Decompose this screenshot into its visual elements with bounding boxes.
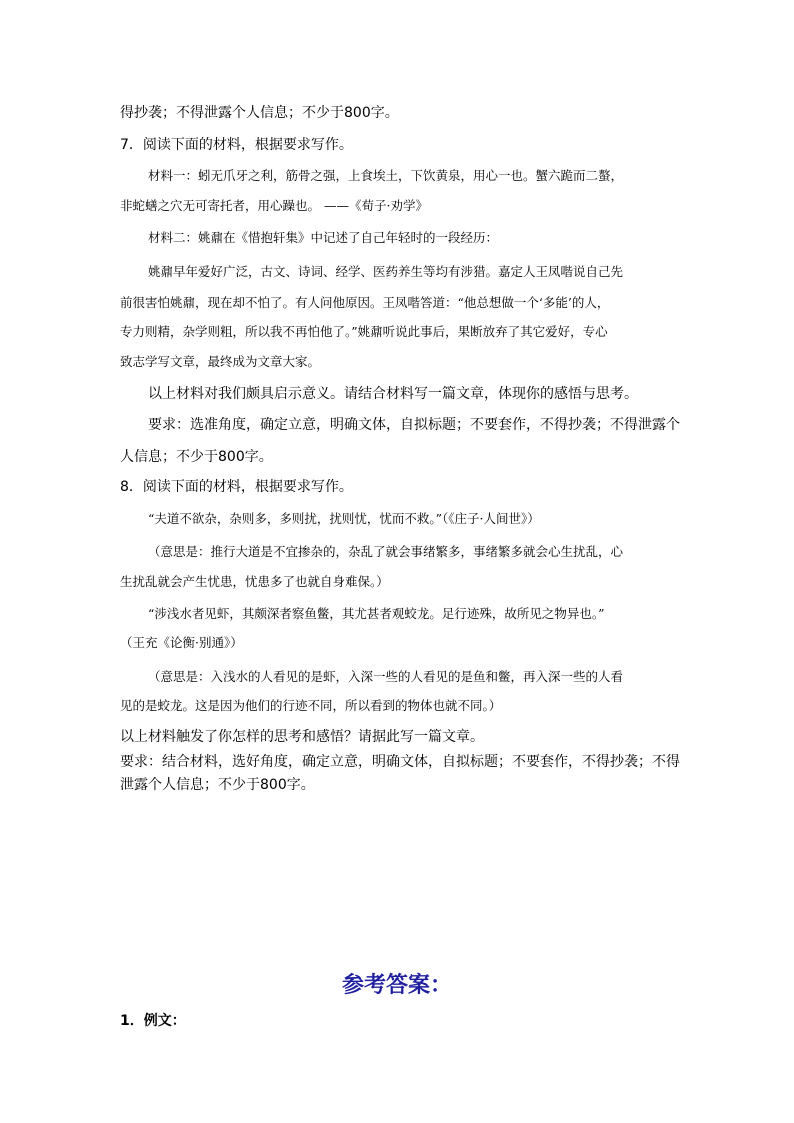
material-line: （意思是：入浅水的人看见的是虾，入深一些的人看见的是鱼和鳖，再入深一些的人看 — [148, 669, 624, 684]
prompt-line: 以上材料对我们颇具启示意义。请结合材料写一篇文章，体现你的感悟与思考。 — [148, 386, 638, 402]
material-line: “涉浅水者见虾，其颇深者察鱼鳖，其尤甚者观蛟龙。足行迹殊，故所见之物异也。” — [148, 606, 605, 621]
material-line: 生扰乱就会产生忧患，忧患多了也就自身难保。） — [120, 574, 389, 589]
material-line: 见的是蛟龙。这是因为他们的行迹不同，所以看到的物体也就不同。） — [120, 698, 502, 713]
answer-heading: 参考答案： — [341, 972, 452, 998]
requirement-line: 泄露个人信息；不少于800字。 — [120, 777, 315, 793]
material-line: （王充《论衡·别通》） — [120, 635, 243, 650]
text-line: 得抄袭；不得泄露个人信息；不少于800字。 — [120, 105, 399, 121]
requirement-line: 要求：选准角度，确定立意，明确文体，自拟标题；不要套作，不得抄袭；不得泄露个 — [148, 417, 680, 433]
material-line: 材料一：蚓无爪牙之利，筋骨之强，上食埃土，下饮黄泉，用心一也。蟹六跪而二螯， — [148, 168, 624, 183]
material-line: 专力则精，杂学则粗，所以我不再怕他了。”姚鼐听说此事后，果断放弃了其它爱好，专心 — [120, 324, 608, 339]
prompt-line: 以上材料触发了你怎样的思考和感悟？请据此写一篇文章。 — [120, 729, 484, 745]
material-line: 致志学写文章，最终成为文章大家。 — [120, 354, 321, 369]
question-8-heading: 8．阅读下面的材料，根据要求写作。 — [120, 479, 353, 495]
material-line: 姚鼐早年爱好广泛，古文、诗词、经学、医药养生等均有涉猎。嘉定人王凤喈说自己先 — [148, 264, 624, 279]
requirement-line: 要求：结合材料，选好角度，确定立意，明确文体，自拟标题；不要套作，不得抄袭；不得 — [120, 754, 680, 770]
material-line: 材料二：姚鼐在《惜抱轩集》中记述了自己年轻时的一段经历： — [148, 230, 499, 245]
material-line: 非蛇蟮之穴无可寄托者，用心躁也。 ——《荀子·劝学》 — [120, 198, 428, 213]
material-line: “夫道不欲杂，杂则多，多则扰，扰则忧，忧而不救。”（《庄子·人间世》） — [148, 511, 540, 526]
answer-item: 1．例文： — [120, 1013, 186, 1029]
question-7-heading: 7．阅读下面的材料，根据要求写作。 — [120, 137, 353, 153]
requirement-line: 人信息；不少于800字。 — [120, 449, 273, 465]
material-line: （意思是：推行大道是不宜掺杂的，杂乱了就会事绪繁多，事绪繁多就会心生扰乱，心 — [148, 544, 624, 559]
material-line: 前很害怕姚鼐，现在却不怕了。有人问他原因。王凤喈答道：“他总想做一个‘多能’的人， — [120, 295, 610, 310]
